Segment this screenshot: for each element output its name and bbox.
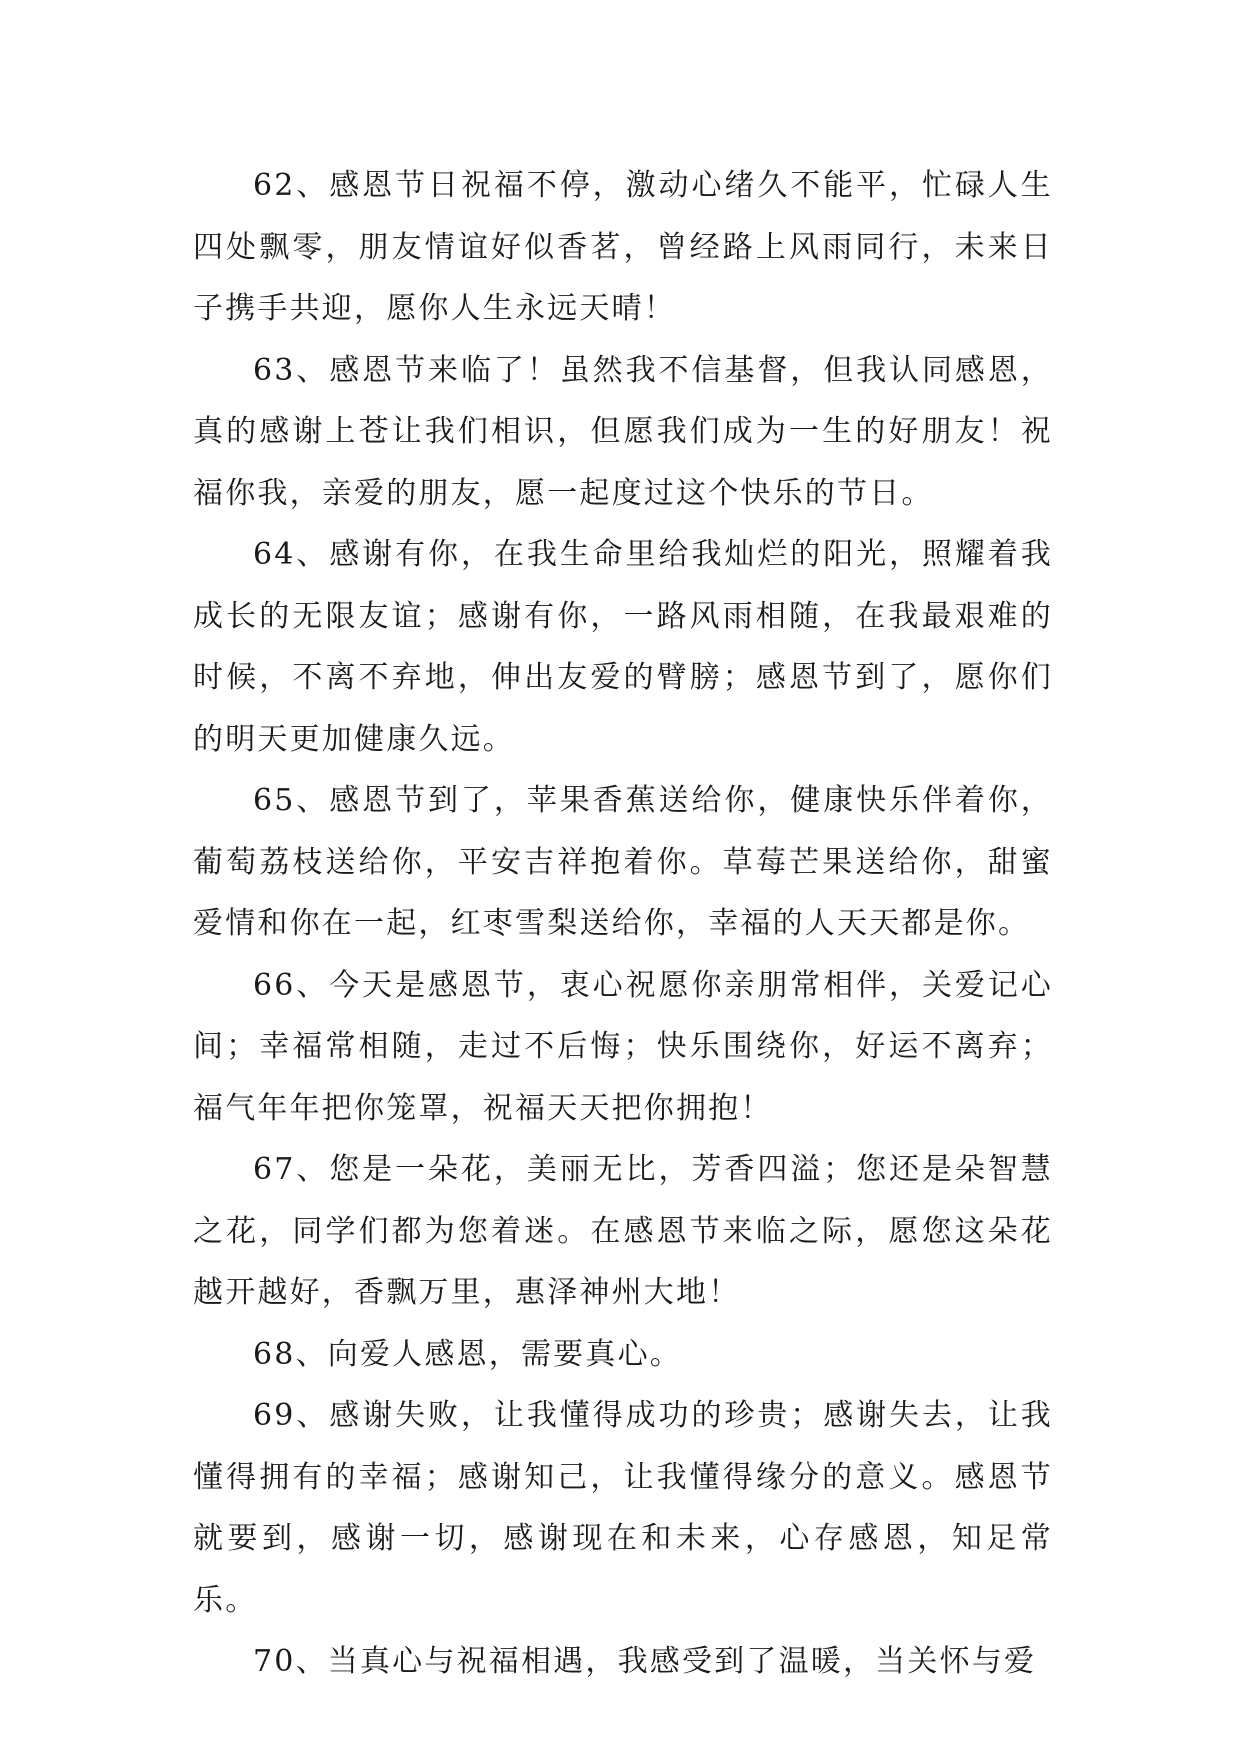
paragraph-63: 63、感恩节来临了！虽然我不信基督，但我认同感恩，真的感谢上苍让我们相识，但愿我们成为一生的好朋友！祝福你我，亲爱的朋友，愿一起度过这个快乐的节日。 [193,352,1053,511]
paragraph-62: 62、感恩节日祝福不停，激动心绪久不能平，忙碌人生四处飘零，朋友情谊好似香茗，曾经路上风雨同行，未来日子携手共迎，愿你人生永远天晴！ [193,168,1053,326]
paragraph-69: 69、感谢失败，让我懂得成功的珍贵；感谢失去，让我懂得拥有的幸福；感谢知己，让我懂得缘分的意义。感恩节就要到，感谢一切，感谢现在和未来，心存感恩，知足常乐。 [193,1398,1053,1618]
paragraph-70: 70、当真心与祝福相遇，我感受到了温暖，当关怀与爱 [253,1644,1037,1679]
paragraph-67: 67、您是一朵花，美丽无比，芳香四溢；您还是朵智慧之花，同学们都为您着迷。在感恩节来临之际，愿您这朵花越开越好，香飘万里，惠泽神州大地！ [193,1152,1053,1310]
paragraph-68: 68、向爱人感恩，需要真心。 [253,1336,682,1372]
paragraph-64: 64、感谢有你，在我生命里给我灿烂的阳光，照耀着我成长的无限友谊；感谢有你，一路风雨相随，在我最艰难的时候，不离不弃地，伸出友爱的臂膀；感恩节到了，愿你们的明天更加健康久远。 [193,537,1053,757]
document-body [193,155,1053,1693]
paragraph-65: 65、感恩节到了，苹果香蕉送给你，健康快乐伴着你，葡萄荔枝送给你，平安吉祥抱着你。草莓芒果送给你，甜蜜爱情和你在一起，红枣雪梨送给你，幸福的人天天都是你。 [193,783,1053,941]
paragraph-66: 66、今天是感恩节，衷心祝愿你亲朋常相伴，关爱记心间；幸福常相随，走过不后悔；快乐围绕你，好运不离弃；福气年年把你笼罩，祝福天天把你拥抱！ [193,967,1053,1126]
